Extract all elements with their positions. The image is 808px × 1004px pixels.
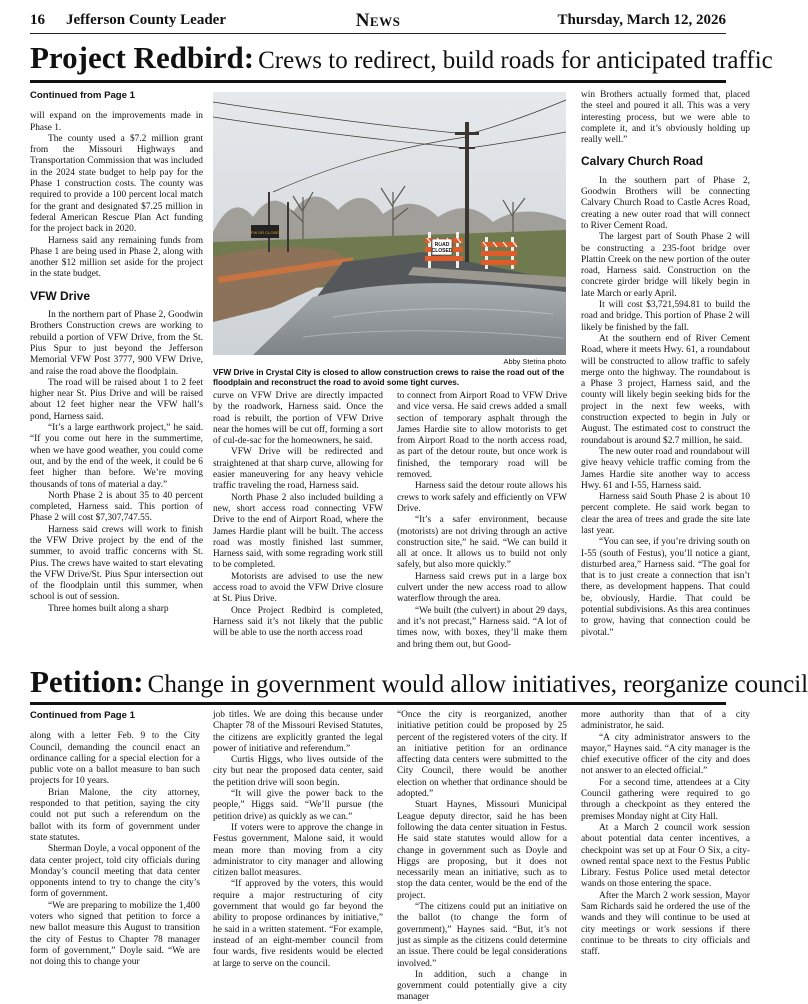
paragraph: “It’s a large earthwork project,” he said. “If you come out here in the summertime, when we have good weather, you could come out, and by the end of the week, it could be 6 feet higher than before. We’re moving thousands of tons of material a day.” bbox=[30, 423, 203, 490]
story2-column-3 bbox=[397, 710, 567, 1003]
paragraph: Motorists are advised to use the new access road to avoid the VFW Drive closure at St. Pius Drive. bbox=[213, 571, 383, 605]
paragraph: Once Project Redbird is completed, Harness said it’s not likely that the public will be able to use the north access road bbox=[213, 605, 383, 639]
far-road-sign: VFW DR CLOSED bbox=[248, 230, 282, 235]
paragraph: “Once the city is reorganized, another initiative petition could be proposed by 25 percent of the registered voters of the city. If an initiative petition for an ordinance affecting data centers were submitted to the City Council, there would be another election on whether that ordinance should be adopted.” bbox=[397, 710, 567, 800]
story1-column-4 bbox=[581, 90, 750, 652]
paragraph: The road will be raised about 1 to 2 feet higher near St. Pius Drive and will be raised about 12 feet higher near the VFW hall’s pond, Harness said. bbox=[30, 377, 203, 422]
paragraph: In the southern part of Phase 2, Goodwin Brothers will be connecting Calvary Church Road to Castle Acres Road, creating a new outer road that will connect to River Cement Road. bbox=[581, 175, 750, 231]
road-closed-photo bbox=[213, 92, 566, 355]
paragraph: more authority than that of a city administrator, he said. bbox=[581, 710, 750, 732]
paragraph: Harness said crews put in a large box culvert under the new access road to allow waterflow through the area. bbox=[397, 571, 567, 605]
paragraph: win Brothers actually formed that, placed the steel and poured it all. This was a very interesting process, but we were able to complete it, and it’s obviously holding up really well.” bbox=[581, 90, 750, 146]
paragraph: At the southern end of River Cement Road, where it meets Hwy. 61, a roundabout will be constructed to allow traffic to safely merge onto the highway. The roundabout is a Phase 3 project, Harness said, and the county will likely begin seeking bids for the project in the next few weeks, with construction expected to begin in July or August. The estimated cost to construct the roundabout is around $2.7 million, he said. bbox=[581, 333, 750, 446]
story2-deck: Change in government would allow initiatives, reorganize council bbox=[147, 671, 808, 698]
paper-name: Jefferson County Leader bbox=[66, 12, 226, 28]
paragraph: At a March 2 council work session about potential data center incentives, a checkpoint was set up at Four O Six, a city-owned rental space next to the Festus Public Library. Festus Police used metal detector wands on those entering the space. bbox=[581, 822, 750, 890]
section-name: News bbox=[355, 10, 401, 31]
story2-column-2 bbox=[213, 710, 383, 978]
paragraph: If voters were to approve the change in Festus government, Malone said, it would mean more than moving from a city administrator to city manager and allowing citizen ballot measures. bbox=[213, 822, 383, 879]
paragraph: curve on VFW Drive are directly impacted by the roadwork, Harness said. Once the road is rebuilt, the portion of VFW Drive near the homes will be cut off, forming a sort of cul-de-sac for the homeowners, he said. bbox=[213, 391, 383, 447]
paragraph: North Phase 2 is about 35 to 40 percent completed, Harness said. This portion of Phase 2 will cost $7,307,747.55. bbox=[30, 490, 203, 524]
paragraph: The largest part of South Phase 2 will be constructing a 235-foot bridge over Plattin Creek on the new portion of the outer road, Harness said. Construction on the concrete girder bridge will likely begin in late March or early April. bbox=[581, 232, 750, 299]
issue-date: Thursday, March 12, 2026 bbox=[557, 12, 726, 28]
story1-column-1 bbox=[30, 90, 203, 652]
paragraph: North Phase 2 also included building a new, short access road connecting VFW Drive to the end of Airport Road, where the James Hardie plant will be built. The access road was mostly finished last summer, Harness said, with some regrading work still to be completed. bbox=[213, 492, 383, 571]
sign-road: ROAD bbox=[434, 242, 450, 248]
paragraph: along with a letter Feb. 9 to the City Council, demanding the council enact an ordinance calling for a special election for a public vote on a ballot measure to ban such projects for 10 years. bbox=[30, 731, 200, 787]
story2-column-4 bbox=[581, 710, 750, 978]
paragraph: After the March 2 work session, Mayor Sam Richards said he ordered the use of the wands and they will continue to be used at city meetings or work sessions if there continue to be threats to city officials and staff. bbox=[581, 890, 750, 958]
story2-headline bbox=[30, 666, 808, 697]
story1-column-2 bbox=[213, 391, 383, 653]
paragraph: VFW Drive will be redirected and straightened at that sharp curve, allowing for easier maneuvering for any heavy vehicle traffic traveling the road, Harness said. bbox=[213, 447, 383, 492]
story2-rule bbox=[30, 702, 726, 705]
paragraph: “It will give the power back to the people,” Higgs said. “We’ll pursue (the petition drive) as quickly as we can.” bbox=[213, 789, 383, 822]
paragraph: Harness said South Phase 2 is about 10 percent complete. He said work began to clear the area of trees and grade the site late last year. bbox=[581, 492, 750, 536]
paragraph: “It’s a safer environment, because (motorists) are not driving through an active construction site,” he said. “We can build it all at once. It allows us to build not only safely, but also more quickly.” bbox=[397, 515, 567, 571]
story2-column-1 bbox=[30, 710, 200, 978]
sign-closed: CLOSED bbox=[431, 248, 453, 254]
paragraph: “A city administrator answers to the mayor,” Haynes said. “A city manager is the chief executive officer of the city and does not answer to an elected official.” bbox=[581, 732, 750, 777]
paragraph: “We built (the culvert) in about 29 days, and it’s not precast,” Harness said. “A lot of times now, with boxes, they’ll make them and bring them out, but Good- bbox=[397, 605, 567, 650]
paragraph: Sherman Doyle, a vocal opponent of the data center project, told city officials during Monday’s council meeting that data center opponents intend to try to change the city’s form of government. bbox=[30, 844, 200, 900]
paragraph: “We are preparing to mobilize the 1,400 voters who signed that petition to force a new ballot measure this August to transition the city of Festus to Chapter 78 manager form of government,” Doyle said. “We are not doing this to change your bbox=[30, 900, 200, 968]
continued-label: Continued from Page 1 bbox=[30, 90, 136, 101]
paragraph: “If approved by the voters, this would require a major restructuring of city government that would go far beyond the ability to propose ordinances by initiative,” he said in a written statement. “For example, instead of an eight-member council from four wards, five residents would be elected at large to serve on the council. bbox=[213, 879, 383, 969]
story1-column-3 bbox=[397, 391, 567, 653]
paragraph: to connect from Airport Road to VFW Drive and vice versa. He said crews added a small section of temporary asphalt through the James Hardie site to allow motorists to get from Airport Road to the north access road, as part of the detour route, but once work is finished, the temporary road will be removed. bbox=[397, 391, 567, 481]
subhead-vfw-drive: VFW Drive bbox=[30, 288, 91, 303]
paragraph: For a second time, attendees at a City Council gathering were required to go through a checkpoint as they entered the premises Monday night at City Hall. bbox=[581, 777, 750, 822]
paragraph: In addition, such a change in government could potentially give a city manager bbox=[397, 969, 567, 1003]
paragraph: Brian Malone, the city attorney, responded to that petition, saying the city could not put such a referendum on the ballot with its form of government under state statutes. bbox=[30, 787, 200, 843]
story1-headline bbox=[30, 42, 773, 73]
photo-caption: VFW Drive in Crystal City is closed to allow construction crews to raise the road out of the floodplain and reconstruct the road to avoid some tight curves. bbox=[213, 368, 565, 388]
paragraph: will expand on the improvements made in Phase 1. bbox=[30, 111, 203, 133]
paragraph: Three homes built along a sharp bbox=[48, 603, 169, 614]
paragraph: Harness said the detour route allows his crews to work safely and efficiently on VFW Drive. bbox=[397, 481, 567, 514]
paragraph: “You can see, if you’re driving south on I-55 (south of Festus), you’ll notice a giant, disturbed area,” Harness said. “The goal for that is to just create a connection that isn’t there, as development happens. That could be, obviously, Hardie. That could be potential subdivisions. As this area continues to grow, having that connection could be pivotal.” bbox=[581, 537, 750, 638]
photo-credit: Abby Stetina photo bbox=[503, 357, 566, 366]
paragraph: It will cost $3,721,594.81 to build the road and bridge. This portion of Phase 2 will likely be finished by the fall. bbox=[581, 300, 750, 333]
page-number: 16 bbox=[30, 12, 45, 28]
paragraph: Harness said crews will work to finish the VFW Drive project by the end of the summer, to avoid traffic concerns with St. Pius. The crews have waited to start elevating the VFW Drive/St. Pius Spur intersection out of the floodplain until this summer, when school is out of session. bbox=[30, 524, 203, 603]
paragraph: job titles. We are doing this because under Chapter 78 of the Missouri Revised Statutes, the citizens are explicitly granted the legal power of initiative and referendum.” bbox=[213, 710, 383, 754]
story1-rule bbox=[30, 80, 726, 83]
subhead-calvary-church-road: Calvary Church Road bbox=[581, 154, 704, 169]
story1-deck: Crews to redirect, build roads for anticipated traffic bbox=[258, 47, 773, 74]
paragraph: Harness said any remaining funds from Phase 1 are being used in Phase 2, along with another $12 million set aside for the project in the state budget. bbox=[30, 235, 203, 280]
continued-label: Continued from Page 1 bbox=[30, 710, 136, 721]
paragraph: “The citizens could put an initiative on the ballot (to change the form of government),” Haynes said. “But, it’s not just as simple as the citizens could determine an issue. There could be legal considerations involved.” bbox=[397, 902, 567, 969]
paragraph: Stuart Haynes, Missouri Municipal League deputy director, said he has been following the data center situation in Festus. He said state statutes would allow for a change in government such as Doyle and Higgs are proposing, but it does not necessarily mean an initiative, such as to stop the data center, would be the end of the project. bbox=[397, 800, 567, 901]
paragraph: In the northern part of Phase 2, Goodwin Brothers Construction crews are working to rebuild a portion of VFW Drive, from the St. Pius Spur to just beyond the Jefferson Memorial VFW Post 3777, 900 VFW Drive, and raise the road above the floodplain. bbox=[30, 310, 203, 377]
story2-kicker: Petition: bbox=[30, 664, 144, 699]
paragraph: The new outer road and roundabout will give heavy vehicle traffic coming from the James Hardie site another way to access Hwy. 61 and I-55, Harness said. bbox=[581, 446, 750, 491]
story1-kicker: Project Redbird: bbox=[30, 40, 255, 75]
paragraph: Curtis Higgs, who lives outside of the city but near the proposed data center, said the petition drive will soon begin. bbox=[213, 755, 383, 788]
paragraph: The county used a $7.2 million grant from the Missouri Highways and Transportation Commission that was included in the 2024 state budget to help pay for the Phase 1 construction costs. The county was required to provide a 100 percent local match for the grant and designated $7.25 million in federal American Rescue Plan Act funding for the project back in 2020. bbox=[30, 133, 203, 235]
page-header bbox=[30, 10, 726, 34]
